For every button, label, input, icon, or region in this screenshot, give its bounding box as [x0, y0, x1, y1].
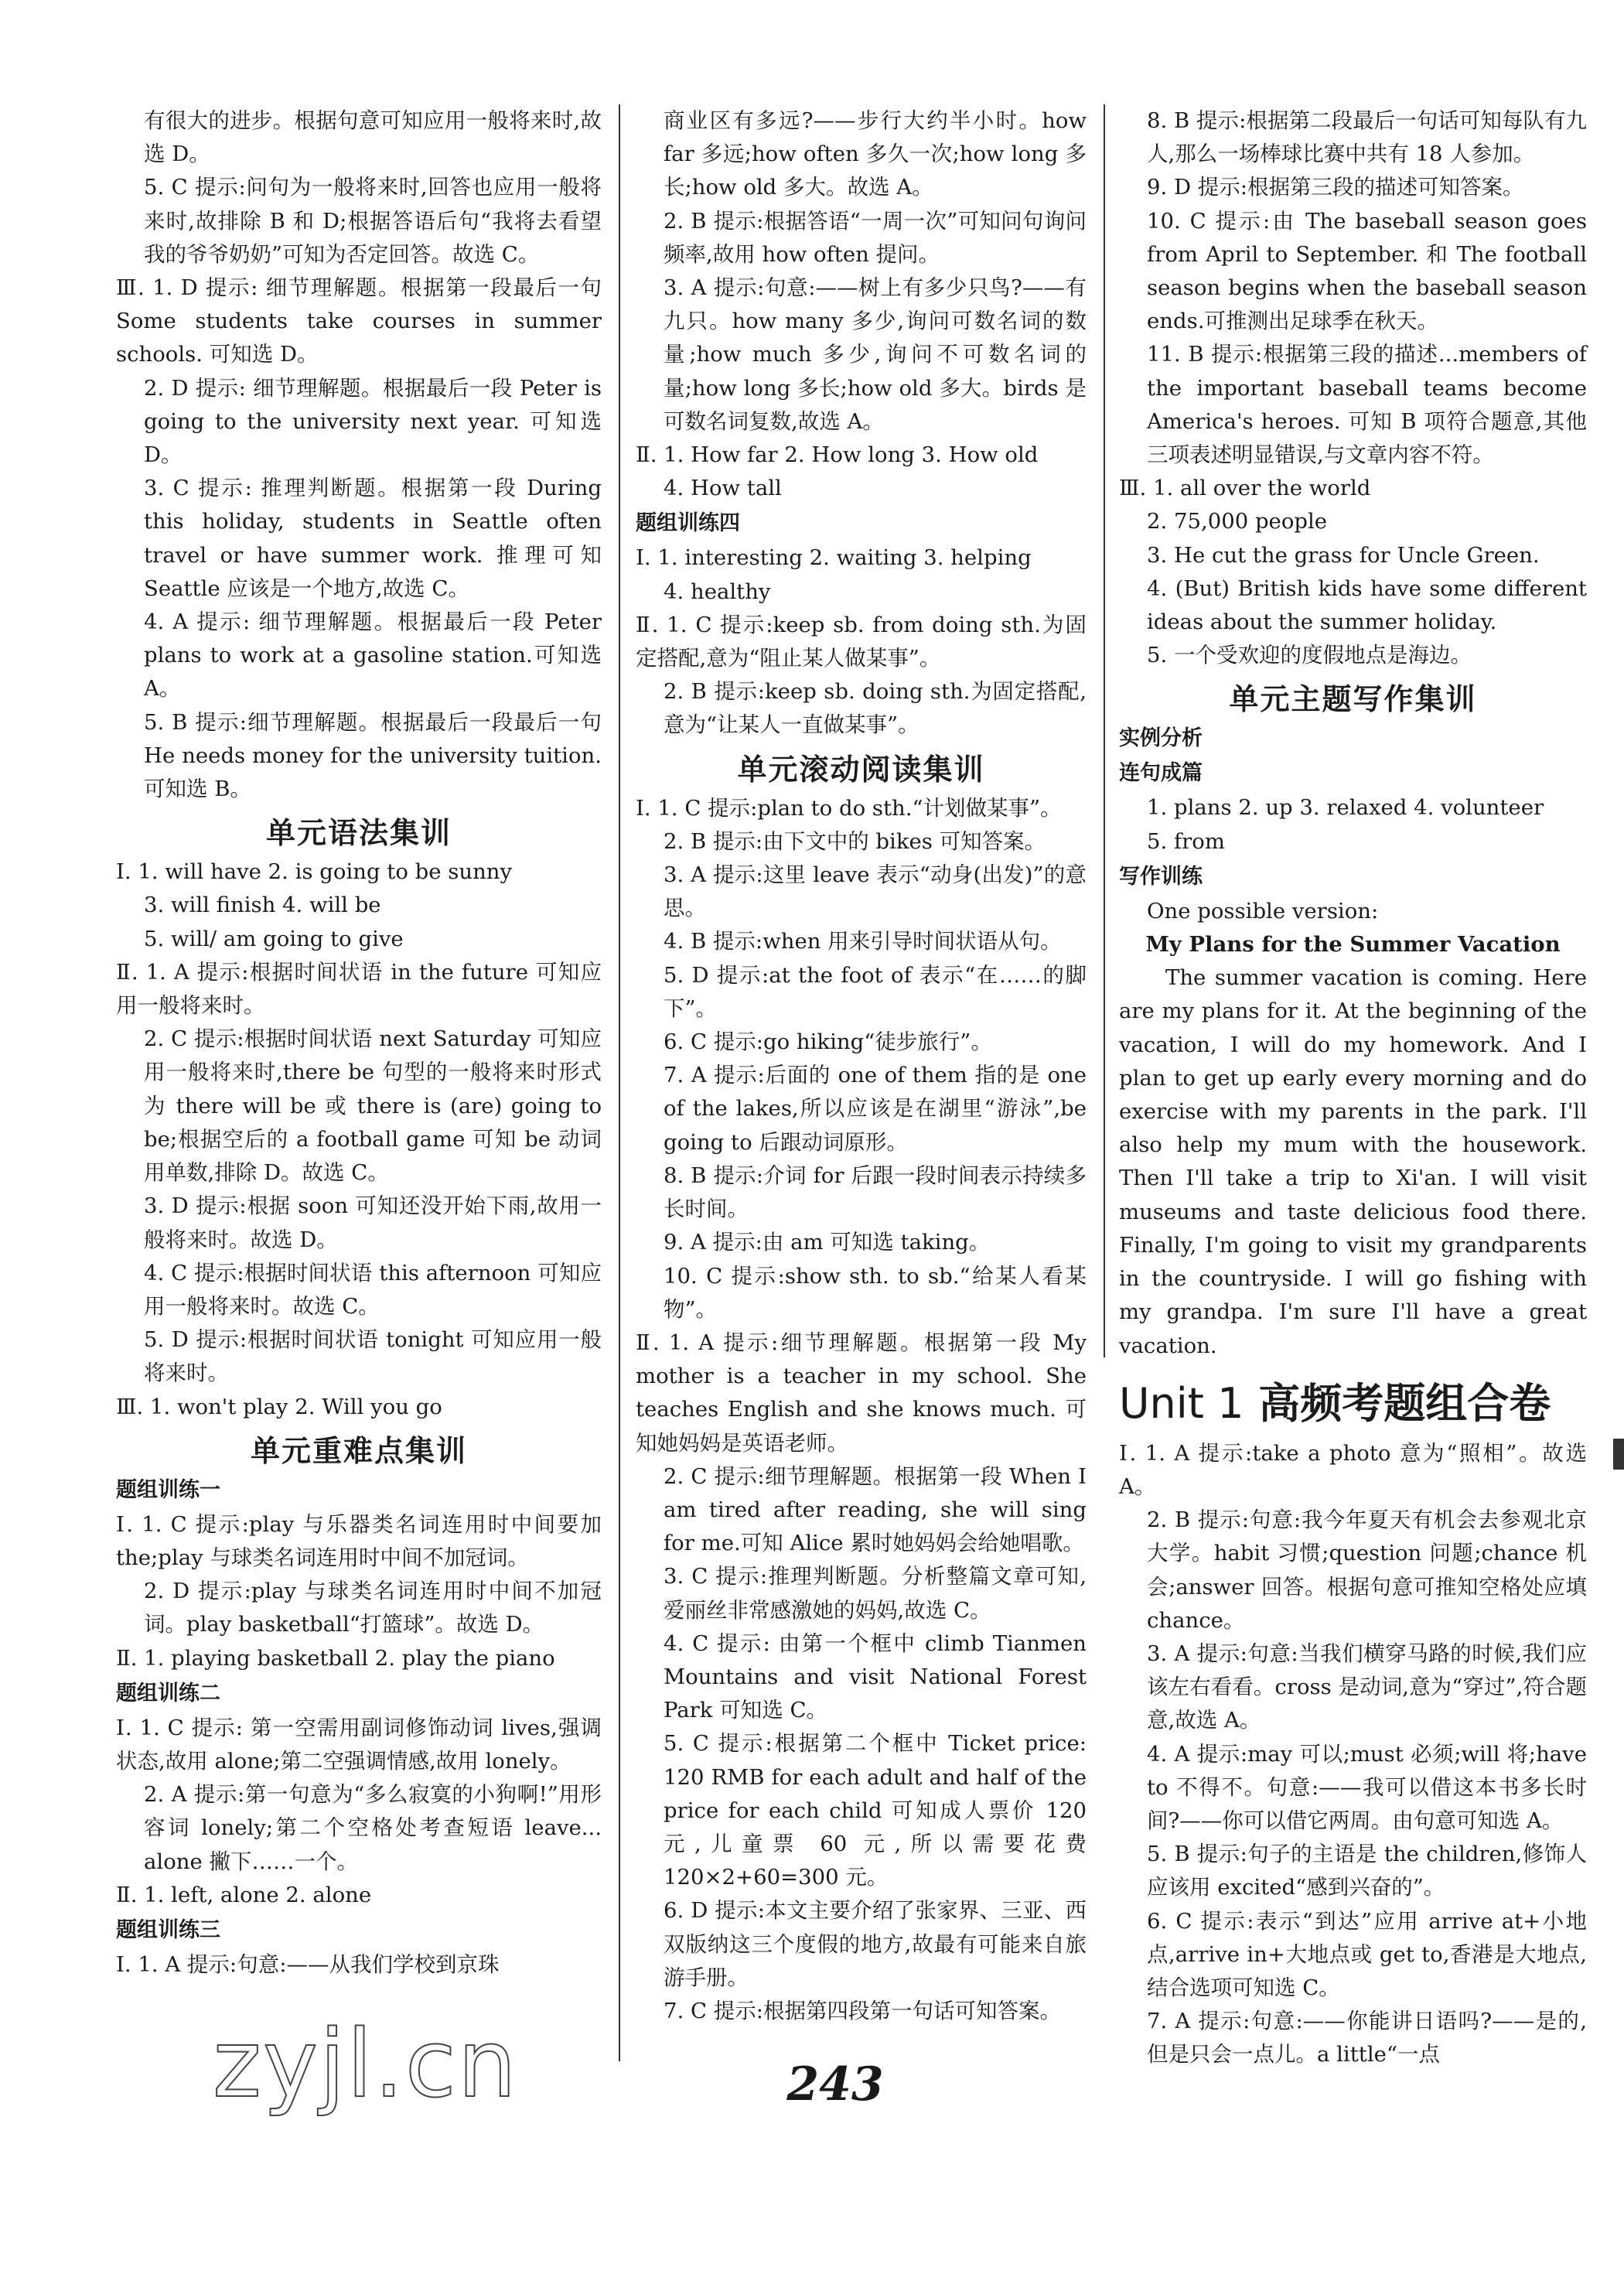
answer-line: Ⅰ. 1. C 提示: 第一空需用副词修饰动词 lives,强调状态,故用 alone;第二空强调情感,故用 lonely。 [116, 1715, 602, 1774]
column-left [116, 104, 602, 1982]
answer-line: 3. will finish 4. will be [144, 893, 381, 918]
answer-line: 2. C 提示:根据时间状语 next Saturday 可知应用一般将来时,there be 句型的一般将来时形式为 there will be 或 there is (are) going to be;根据空后的 a football game 可知 be 动词用单数,排除 D。故选 C。 [144, 1026, 602, 1186]
answer-line: 3. A 提示:这里 leave 表示“动身(出发)”的意思。 [664, 862, 1087, 921]
answer-line: 6. D 提示:本文主要介绍了张家界、三亚、西双版纳这三个度假的地方,故最有可能来自旅游手册。 [664, 1898, 1087, 1990]
column-divider-1 [619, 104, 620, 2061]
section-title-reading: 单元滚动阅读集训 [737, 752, 985, 787]
answer-line: 2. A 提示:第一句意为“多么寂寞的小狗啊!”用形容词 lonely;第二个空格处考查短语 leave... alone 撇下……一个。 [144, 1782, 602, 1874]
answer-line: 商业区有多远?——步行大约半小时。how far 多远;how often 多久一次;how long 多长;how old 多大。故选 A。 [664, 108, 1087, 200]
answer-line: 5. C 提示:根据第二个框中 Ticket price: 120 RMB for each adult and half of the price for each child 可知成人票价 120 元,儿童票 60 元,所以需要花费 120×2+60=300 元。 [664, 1731, 1087, 1890]
answer-line: 8. B 提示:根据第二段最后一句话可知每队有九人,那么一场棒球比赛中共有 18 人参加。 [1147, 108, 1587, 167]
column-middle [636, 104, 1087, 2028]
page-number: 243 [786, 2057, 884, 2112]
answer-line: 5. D 提示:根据时间状语 tonight 可知应用一般将来时。 [144, 1327, 602, 1386]
answer-line: Ⅰ. 1. C 提示:play 与乐器类名词连用时中间要加 the;play 与球类名词连用时中间不加冠词。 [116, 1511, 602, 1570]
answer-line: 3. He cut the grass for Uncle Green. [1147, 542, 1540, 568]
answer-line: 2. D 提示: 细节理解题。根据最后一段 Peter is going to the university next year. 可知选 D。 [144, 375, 602, 468]
answer-line: 2. D 提示:play 与球类名词连用时中间不加冠词。play basketball“打篮球”。故选 D。 [144, 1579, 602, 1637]
answer-line: Ⅰ. 1. A 提示:take a photo 意为“照相”。故选 A。 [1119, 1440, 1587, 1499]
answer-line: 3. D 提示:根据 soon 可知还没开始下雨,故用一般将来时。故选 D。 [144, 1193, 602, 1252]
answer-line: 5. D 提示:at the foot of 表示“在……的脚下”。 [664, 962, 1087, 1021]
answer-line: Ⅱ. 1. C 提示:keep sb. from doing sth.为固定搭配,意为“阻止某人做某事”。 [636, 612, 1087, 671]
answer-line: 2. C 提示:细节理解题。根据第一段 When I am tired after reading, she will sing for me.可知 Alice 累时她妈妈会给她唱歌。 [664, 1463, 1087, 1556]
sample-label: One possible version: [1147, 898, 1379, 924]
answer-line: Ⅰ. 1. interesting 2. waiting 3. helping [636, 545, 1032, 571]
watermark: zyjl.cn [213, 2011, 518, 2119]
answer-line: 9. D 提示:根据第三段的描述可知答案。 [1147, 175, 1524, 200]
answer-line: 2. B 提示:根据答语“一周一次”可知问句询问频率,故用 how often 提问。 [664, 208, 1087, 267]
answer-line: 3. A 提示:句意:——树上有多少只鸟?——有九只。how many 多少,询问可数名词的数量;how much 多少,询问不可数名词的量;how long 多长;how old 多大。birds 是可数名词复数,故选 A。 [664, 275, 1087, 434]
answer-line: 4. A 提示: 细节理解题。根据最后一段 Peter plans to work at a gasoline station.可知选 A。 [144, 609, 602, 702]
answer-line: 1. plans 2. up 3. relaxed 4. volunteer [1147, 795, 1544, 821]
answer-line: 4. A 提示:may 可以;must 必须;will 将;have to 不得不。句意:——我可以借这本书多长时间?——你可以借它两周。由句意可知选 A。 [1147, 1741, 1587, 1833]
answer-line: 7. A 提示:句意:——你能讲日语吗?——是的,但是只会一点儿。a little“一点 [1147, 2009, 1587, 2067]
answer-line: 5. will/ am going to give [144, 926, 404, 951]
answer-line: 6. C 提示:表示“到达”应用 arrive at+小地点,arrive in+大地点或 get to,香港是大地点,结合选项可知选 C。 [1147, 1908, 1587, 2000]
subsection-title: 连句成篇 [1119, 761, 1203, 786]
answer-line: 4. (But) British kids have some different ideas about the summer holiday. [1147, 575, 1587, 635]
answer-line: 2. B 提示:keep sb. doing sth.为固定搭配,意为“让某人一直做某事”。 [664, 679, 1087, 738]
column-divider-2 [1104, 104, 1105, 1357]
essay-body: The summer vacation is coming. Here are my plans for it. At the beginning of the vacation, I will do my homework. And I plan to get up early every morning and do exercise with my parents in the park. I'll also help my mum with the housework. Then I'll take a trip to Xi'an. I will visit museums and taste delicious food there. Finally, I'm going to visit my grandparents in the countryside. I will go fishing with my grandpa. I'm sure I'll have a great vacation. [1119, 965, 1587, 1358]
answer-line: 8. B 提示:介词 for 后跟一段时间表示持续多长时间。 [664, 1163, 1087, 1222]
answer-line: Ⅱ. 1. A 提示:细节理解题。根据第一段 My mother is a teacher in my school. She teaches English and she knows much. 可知她妈妈是英语老师。 [636, 1330, 1087, 1456]
answer-line: 4. B 提示:when 用来引导时间状语从句。 [664, 929, 1062, 954]
answer-line: 5. B 提示:细节理解题。根据最后一段最后一句 He needs money for the university tuition. 可知选 B。 [144, 709, 602, 802]
answer-line: 3. A 提示:句意:当我们横穿马路的时候,我们应该左右看看。cross 是动词,意为“穿过”,符合题意,故选 A。 [1147, 1641, 1587, 1733]
answer-line: 5. B 提示:句子的主语是 the children,修饰人应该用 excited“感到兴奋的”。 [1147, 1842, 1587, 1900]
answer-line: 4. How tall [664, 476, 782, 501]
answer-line: Ⅱ. 1. playing basketball 2. play the piano [116, 1645, 555, 1671]
answer-line: 5. C 提示:问句为一般将来时,回答也应用一般将来时,故排除 B 和 D;根据答语后句“我将去看望我的爷爷奶奶”可知为否定回答。故选 C。 [144, 175, 602, 267]
essay-title: My Plans for the Summer Vacation [1145, 932, 1561, 958]
subsection-title: 题组训练一 [116, 1477, 220, 1502]
answer-line: 4. C 提示:根据时间状语 this afternoon 可知应用一般将来时。故选 C。 [144, 1260, 602, 1319]
unit-title [1119, 1378, 1587, 1429]
answer-line: 5. 一个受欢迎的度假地点是海边。 [1147, 643, 1472, 668]
section-title-grammar: 单元语法集训 [265, 816, 452, 851]
answer-line: 3. C 提示:推理判断题。分析整篇文章可知,爱丽丝非常感激她的妈妈,故选 C。 [664, 1564, 1087, 1623]
subsection-title: 题组训练二 [116, 1681, 220, 1705]
answer-line: 4. C 提示: 由第一个框中 climb Tianmen Mountains and visit National Forest Park 可知选 C。 [664, 1630, 1087, 1723]
answer-line: Ⅲ. 1. D 提示: 细节理解题。根据第一段最后一句 Some students take courses in summer schools. 可知选 D。 [116, 275, 602, 367]
subsection-title: 题组训练三 [116, 1917, 220, 1942]
answer-line: Ⅰ. 1. will have 2. is going to be sunny [116, 859, 513, 885]
answer-line: 6. C 提示:go hiking“徒步旅行”。 [664, 1029, 992, 1055]
answer-line: 7. C 提示:根据第四段第一句话可知答案。 [664, 1998, 1062, 2023]
section-title-writing: 单元主题写作集训 [1229, 682, 1477, 717]
subsection-title: 实例分析 [1119, 726, 1203, 751]
section-title-key-points: 单元重难点集训 [250, 1433, 467, 1468]
answer-line: 10. C 提示:show sth. to sb.“给某人看某物”。 [664, 1263, 1087, 1322]
subsection-title: 写作训练 [1119, 864, 1203, 889]
answer-line: 5. from [1147, 828, 1225, 854]
answer-line: 7. A 提示:后面的 one of them 指的是 one of the lakes,所以应该是在湖里“游泳”,be going to 后跟动词原形。 [664, 1063, 1087, 1155]
answer-line: Ⅱ. 1. A 提示:根据时间状语 in the future 可知应用一般将来时。 [116, 959, 602, 1019]
answer-line: 2. 75,000 people [1147, 509, 1328, 534]
answer-line: 2. B 提示:句意:我今年夏天有机会去参观北京大学。habit 习惯;question 问题;chance 机会;answer 回答。根据句意可推知空格处应填 chance。 [1147, 1507, 1587, 1633]
answer-line: Ⅱ. 1. left, alone 2. alone [116, 1882, 372, 1907]
answer-line: Ⅰ. 1. C 提示:plan to do sth.“计划做某事”。 [636, 795, 1062, 821]
answer-line: 11. B 提示:根据第三段的描述...members of the important baseball teams become America's heroes. 可知 B 项符合题意,其他三项表述明显错误,与文章内容不符。 [1147, 342, 1587, 468]
answer-line: 4. healthy [664, 579, 771, 604]
column-right [1119, 104, 1587, 2072]
answer-line: Ⅲ. 1. won't play 2. Will you go [116, 1394, 442, 1419]
answer-line: 3. C 提示: 推理判断题。根据第一段 During this holiday, students in Seattle often travel or have summer work. 推理可知 Seattle 应该是一个地方,故选 C。 [144, 476, 602, 601]
answer-line: 9. A 提示:由 am 可知选 taking。 [664, 1230, 991, 1255]
answer-line: Ⅰ. 1. A 提示:句意:——从我们学校到京珠 [116, 1951, 500, 1977]
answer-line: Ⅲ. 1. all over the world [1119, 476, 1371, 501]
answer-line: 2. B 提示:由下文中的 bikes 可知答案。 [664, 828, 1046, 854]
answer-line: Ⅱ. 1. How far 2. How long 3. How old [636, 442, 1039, 468]
answer-line: 有很大的进步。根据句意可知应用一般将来时,故选 D。 [144, 108, 602, 167]
subsection-title: 题组训练四 [636, 511, 740, 536]
unit-number: Unit 1 [1119, 1378, 1244, 1428]
edge-tab-mark [1613, 1439, 1624, 1470]
unit-title-text: 高频考题组合卷 [1244, 1378, 1551, 1428]
answer-line: 10. C 提示:由 The baseball season goes from April to September. 和 The football season begins when the baseball season ends.可推测出足球季在秋天。 [1147, 208, 1587, 334]
